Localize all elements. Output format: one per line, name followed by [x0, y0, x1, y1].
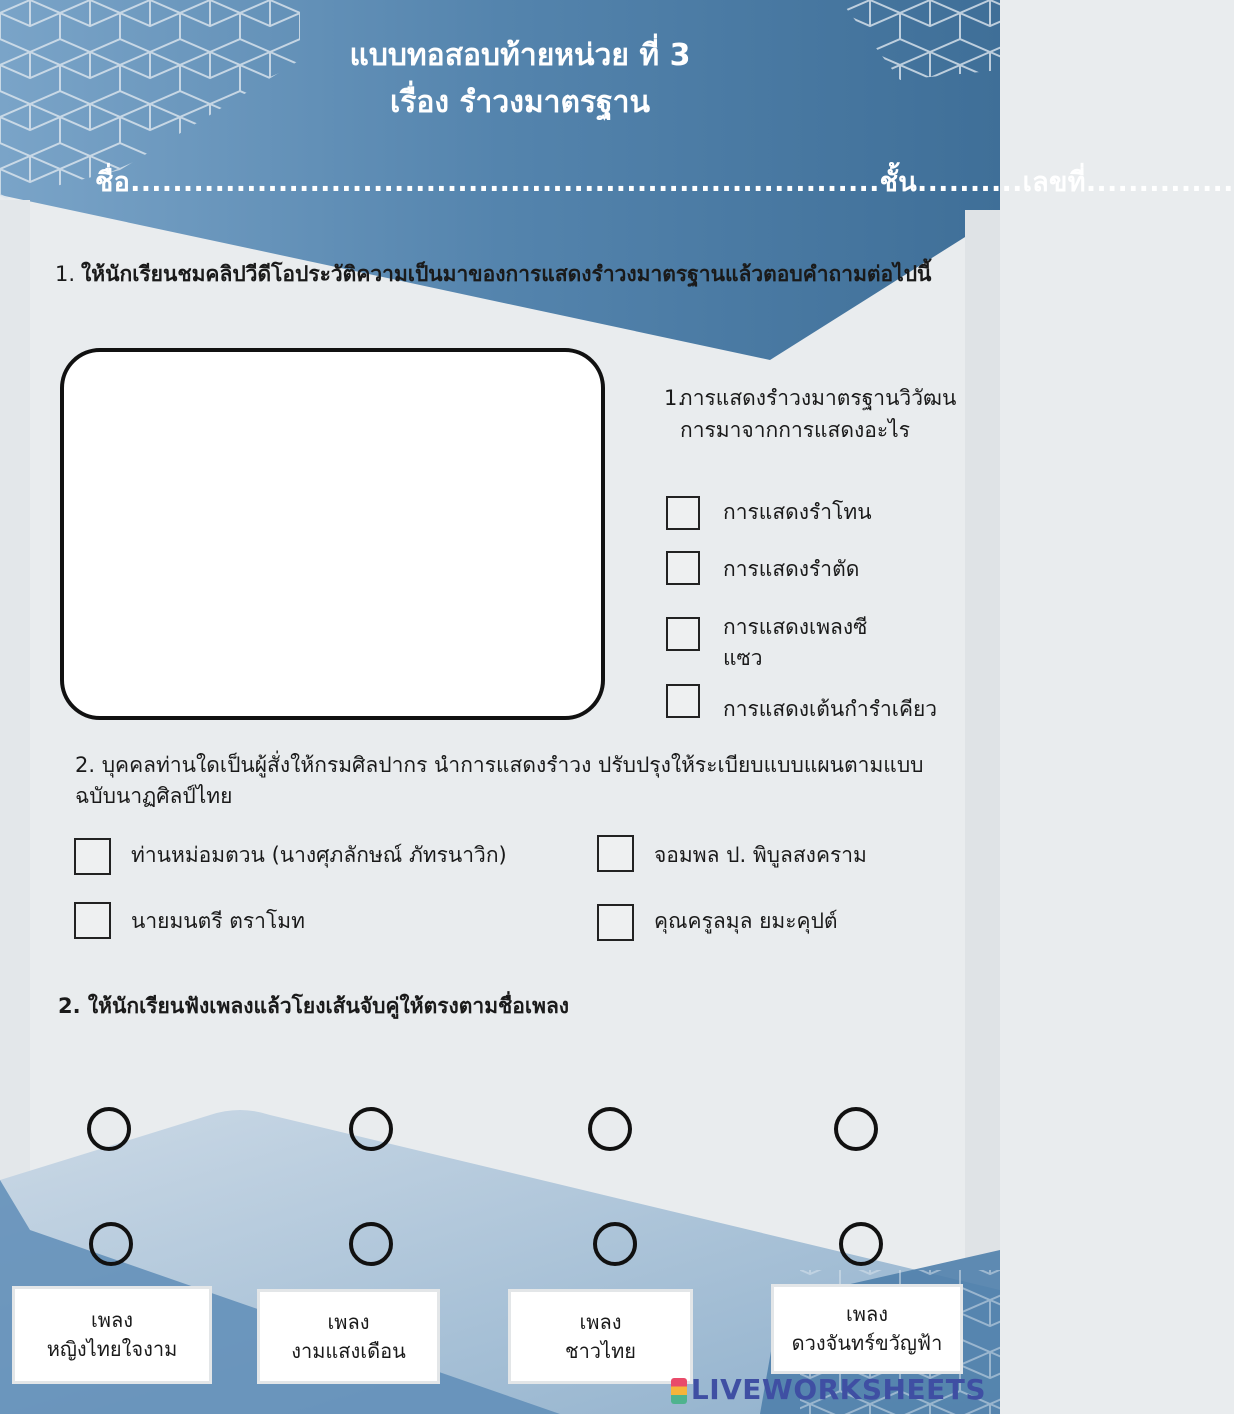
- section2-instruction: 2. ให้นักเรียนฟังเพลงแล้วโยงเส้นจับคู่ให้ตรงตามชื่อเพลง: [58, 994, 570, 1018]
- q2-option3-label: นายมนตรี ตราโมท: [131, 909, 305, 933]
- worksheet-subtitle: เรื่อง รำวงมาตรฐาน: [389, 85, 651, 120]
- song-card-1: [12, 1286, 212, 1384]
- song-card-2: [257, 1289, 440, 1384]
- q1-option4-label: การแสดงเต้นกำรำเคียว: [723, 697, 938, 721]
- video-player[interactable]: [60, 348, 605, 720]
- q1-option2-checkbox[interactable]: [666, 551, 700, 585]
- song-card-3: [508, 1289, 693, 1384]
- question1-text: การแสดงรำวงมาตรฐานวิวัฒนการมาจากการแสดงอะไร: [680, 386, 957, 442]
- worksheet-title: แบบทอสอบท้ายหน่วย ที่ 3: [349, 38, 691, 73]
- logo-badge-icon: [671, 1378, 687, 1404]
- q1-option4-checkbox[interactable]: [666, 684, 700, 718]
- match-point-top-4[interactable]: [834, 1107, 878, 1151]
- question1-number: 1.: [664, 386, 685, 410]
- song-card-4-line1: เพลง: [845, 1302, 889, 1326]
- q2-option4-checkbox[interactable]: [597, 904, 634, 941]
- section1-instruction: [55, 255, 935, 293]
- q1-option3-checkbox[interactable]: [666, 617, 700, 651]
- q1-option3-label: การแสดงเพลงซีแซว: [723, 615, 868, 670]
- match-point-top-3[interactable]: [588, 1107, 632, 1151]
- q1-option1-checkbox[interactable]: [666, 496, 700, 530]
- song-card-4-title: ดวงจันทร์ขวัญฟ้า: [791, 1331, 943, 1355]
- q1-option1-label: การแสดงรำโทน: [723, 500, 872, 524]
- song-card-3-line1: เพลง: [579, 1309, 622, 1334]
- q2-option4-label: คุณครูลมุล ยมะคุปต์: [654, 909, 838, 933]
- song-card-1-line1: เพลง: [90, 1308, 134, 1332]
- match-point-bottom-2[interactable]: [349, 1222, 393, 1266]
- song-card-3-title: ชาวไทย: [565, 1338, 636, 1363]
- section1-instruction-text: ให้นักเรียนชมคลิปวีดีโอประวัติความเป็นมาของการแสดงรำวงมาตรฐานแล้วตอบคำถามต่อไปนี้: [81, 262, 932, 286]
- q2-option3-checkbox[interactable]: [74, 902, 111, 939]
- q2-option2-checkbox[interactable]: [597, 835, 634, 872]
- song-card-1-title: หญิงไทยใจงาม: [46, 1337, 178, 1361]
- student-info-line: ชื่อ.......................................................................ชั้น..........เลขที่..............: [95, 167, 1234, 198]
- q2-option1-checkbox[interactable]: [74, 838, 111, 875]
- q1-option2-label: การแสดงรำตัด: [723, 557, 860, 581]
- match-point-top-2[interactable]: [349, 1107, 393, 1151]
- match-point-top-1[interactable]: [87, 1107, 131, 1151]
- liveworksheets-logo: [671, 1373, 986, 1406]
- q2-option1-label: ท่านหม่อมตวน (นางศุภลักษณ์ ภัทรนาวิก): [131, 843, 507, 867]
- match-point-bottom-4[interactable]: [839, 1222, 883, 1266]
- q2-option2-label: จอมพล ป. พิบูลสงคราม: [654, 843, 867, 867]
- match-point-bottom-3[interactable]: [593, 1222, 637, 1266]
- logo-text: LIVEWORKSHEETS: [690, 1373, 986, 1406]
- match-point-bottom-1[interactable]: [89, 1222, 133, 1266]
- question1: [664, 382, 964, 446]
- question2-text: 2. บุคคลท่านใดเป็นผู้สั่งให้กรมศิลปากร นำการแสดงรำวง ปรับปรุงให้ระเบียบแบบแผนตามแบบฉบับนาฏศิลป์ไทย: [75, 753, 924, 808]
- section1-number: 1.: [55, 262, 76, 286]
- song-card-4: [771, 1284, 963, 1374]
- song-card-2-line1: เพลง: [327, 1309, 370, 1334]
- song-card-2-title: งามแสงเดือน: [291, 1338, 406, 1363]
